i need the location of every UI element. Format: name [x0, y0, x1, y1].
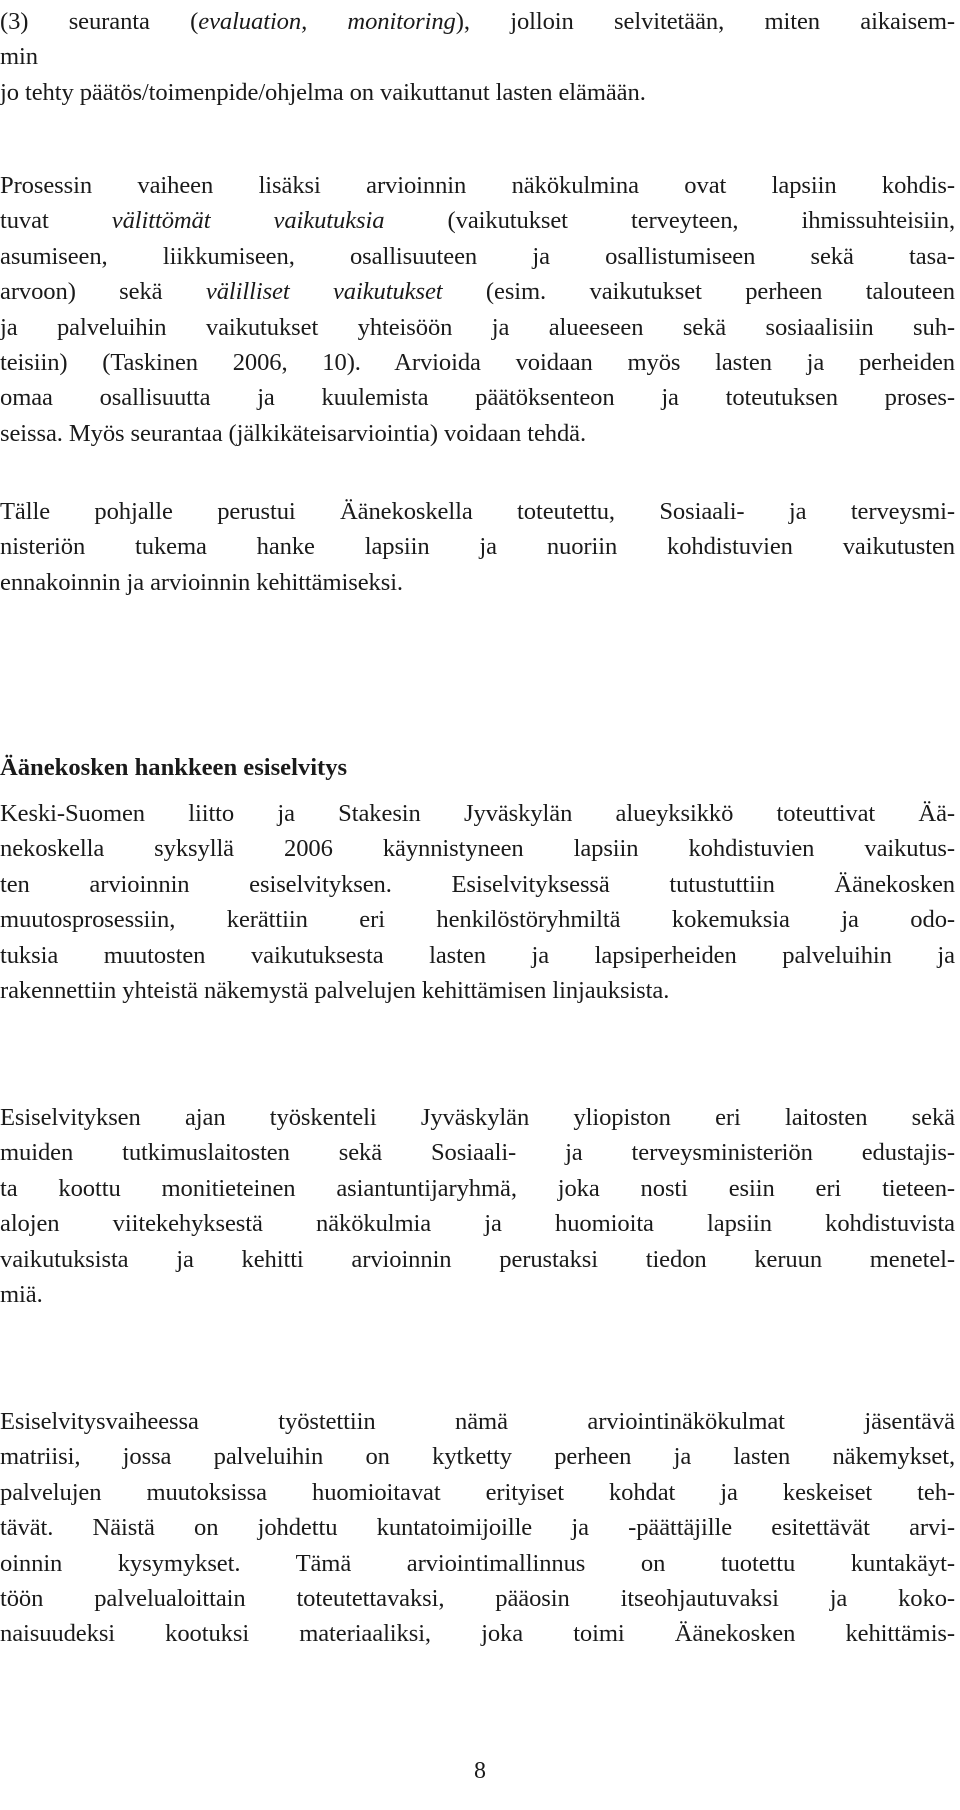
text-run: tuvat: [0, 207, 112, 235]
section-heading: Äänekosken hankkeen esiselvitys: [0, 754, 348, 781]
text-line: tävät. Näistä on johdettu kuntatoimijoille ja -päättäjille esitettävät arvi-: [0, 1514, 955, 1542]
text-line: Tälle pohjalle perustui Äänekoskella toteutettu, Sosiaali- ja terveysmi-: [0, 498, 955, 525]
text-line: seissa. Myös seurantaa (jälkikäteisarviointia) voidaan tehdä.: [0, 419, 587, 447]
text-line: Prosessin vaiheen lisäksi arvioinnin näkökulmina ovat lapsiin kohdis-: [0, 172, 955, 199]
text-line: alojen viitekehyksestä näkökulmia ja huomioita lapsiin kohdistuvista: [0, 1210, 955, 1238]
text-line: töön palvelualoittain toteutettavaksi, pääosin itseohjautuvaksi ja koko-: [0, 1585, 955, 1613]
text-line: ja palveluihin vaikutukset yhteisöön ja alueeseen sekä sosiaalisiin suh-: [0, 313, 955, 341]
text-run: ), jolloin selvitetään, miten aikaisem-: [455, 8, 955, 35]
text-line: muiden tutkimuslaitosten sekä Sosiaali- ja terveysministeriön edustajis-: [0, 1139, 955, 1167]
text-line: palvelujen muutoksissa huomioitavat erityiset kohdat ja keskeiset teh-: [0, 1478, 955, 1506]
text-line: nisteriön tukema hanke lapsiin ja nuoriin kohdistuvien vaikutusten: [0, 533, 955, 561]
text-run: arvoon) sekä: [0, 278, 206, 306]
text-line: ennakoinnin ja arvioinnin kehittämiseksi.: [0, 568, 403, 596]
text-line: matriisi, jossa palveluihin on kytketty perheen ja lasten näkemykset,: [0, 1443, 955, 1471]
text-line: ta koottu monitieteinen asiantuntijaryhmä, joka nosti esiin eri tieteen-: [0, 1174, 955, 1202]
page-number: 8: [474, 1758, 486, 1784]
paragraph-intro: [0, 4, 955, 110]
paragraph-process: [0, 168, 955, 451]
italic-text: evaluation, monitoring: [198, 8, 456, 35]
text-line: omaa osallisuutta ja kuulemista päätöksenteon ja toteutuksen proses-: [0, 384, 955, 412]
text-line: [0, 4, 955, 39]
text-line: asumiseen, liikkumiseen, osallisuuteen ja osallistumiseen sekä tasa-: [0, 242, 955, 270]
paragraph-keski-suomi: [0, 796, 955, 1008]
paragraph-matrix: [0, 1404, 955, 1652]
italic-text: välittömät vaikutuksia: [111, 207, 385, 235]
text-line: Keski-Suomen liitto ja Stakesin Jyväskylän alueyksikkö toteuttivat Ää-: [0, 800, 955, 827]
text-line: tuksia muutosten vaikutuksesta lasten ja lapsiperheiden palveluihin ja: [0, 941, 955, 969]
text-line: [0, 274, 955, 309]
text-line: ten arvioinnin esiselvityksen. Esiselvityksessä tutustuttiin Äänekosken: [0, 870, 955, 898]
text-line: oinnin kysymykset. Tämä arviointimallinnus on tuotettu kuntakäyt-: [0, 1549, 955, 1577]
text-line: teisiin) (Taskinen 2006, 10). Arvioida voidaan myös lasten ja perheiden: [0, 349, 955, 377]
text-line: rakennettiin yhteistä näkemystä palvelujen kehittämisen linjauksista.: [0, 977, 670, 1005]
text-run: (esim. vaikutukset perheen talouteen: [442, 278, 955, 306]
text-line: muutosprosessiin, kerättiin eri henkilöstöryhmiltä kokemuksia ja odo-: [0, 906, 955, 934]
text-line: [0, 203, 955, 238]
text-line: min: [0, 43, 38, 71]
text-line: vaikutuksista ja kehitti arvioinnin perustaksi tiedon keruun menetel-: [0, 1245, 955, 1273]
text-line: Esiselvitysvaiheessa työstettiin nämä arviointinäkökulmat jäsentävä: [0, 1408, 955, 1435]
text-line: nekoskella syksyllä 2006 käynnistyneen lapsiin kohdistuvien vaikutus-: [0, 835, 955, 863]
text-line: jo tehty päätös/toimenpide/ohjelma on vaikuttanut lasten elämään.: [0, 78, 646, 106]
paragraph-base: [0, 494, 955, 600]
paragraph-expert-group: [0, 1100, 955, 1312]
italic-text: välilliset vaikutukset: [205, 278, 443, 306]
text-line: Esiselvityksen ajan työskenteli Jyväskylän yliopiston eri laitosten sekä: [0, 1104, 955, 1131]
text-line: naisuudeksi kootuksi materiaaliksi, joka toimi Äänekosken kehittämis-: [0, 1620, 955, 1648]
text-line: miä.: [0, 1281, 43, 1309]
text-run: (vaikutukset terveyteen, ihmissuhteisiin,: [384, 207, 955, 235]
text-run: (3) seuranta (: [0, 8, 199, 35]
